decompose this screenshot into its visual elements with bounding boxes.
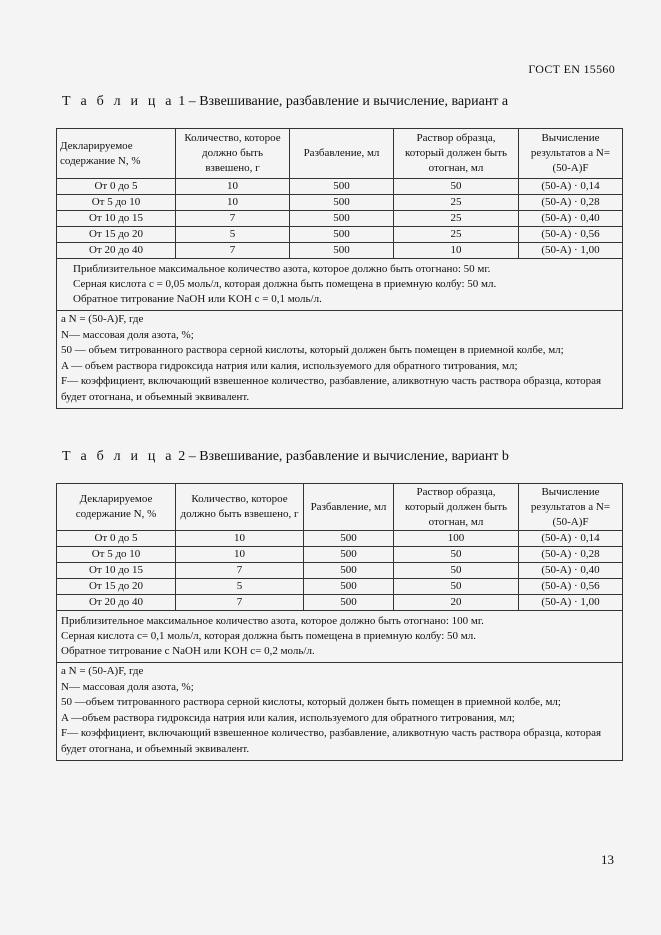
table-cell: 500: [290, 211, 394, 227]
table-row: [57, 563, 623, 579]
table-row: [57, 547, 623, 563]
footnote-line: N— массовая доля азота, %;: [61, 328, 194, 341]
table-cell: (50-A) · 0,56: [519, 227, 623, 243]
table1-caption-word: Т а б л и ц а: [62, 94, 175, 109]
table-cell: (50-A) · 0,14: [519, 179, 623, 195]
table2-footnote: [57, 663, 623, 761]
table-cell: 7: [176, 595, 304, 611]
table-cell: (50-A) · 0,28: [519, 547, 623, 563]
table-cell: От 5 до 10: [57, 547, 176, 563]
table-cell: (50-A) · 1,00: [519, 243, 623, 259]
table1-note: Приблизительное максимальное количество азота, которое должно быть отогнано: 50 мг.: [73, 263, 491, 275]
table-cell: 10: [176, 531, 304, 547]
document-header: ГОСТ EN 15560: [528, 62, 615, 76]
table-cell: (50-A) · 0,56: [519, 579, 623, 595]
table-row: [57, 179, 623, 195]
table-row: [57, 227, 623, 243]
table2-header-4: Раствор образца, который должен быть отогнан, мл: [394, 484, 519, 531]
table-cell: 500: [304, 579, 394, 595]
table-cell: От 10 до 15: [57, 211, 176, 227]
table-row: [57, 531, 623, 547]
table1-header-row: [57, 129, 623, 179]
table-cell: От 15 до 20: [57, 227, 176, 243]
table-cell: 500: [290, 195, 394, 211]
table1-notes: [57, 259, 623, 311]
table-cell: От 5 до 10: [57, 195, 176, 211]
table-row: [57, 211, 623, 227]
table-cell: 50: [394, 563, 519, 579]
table1-caption: [62, 94, 508, 110]
table1-footnote-row: [57, 311, 623, 409]
table-cell: 20: [394, 595, 519, 611]
table-cell: 500: [304, 595, 394, 611]
table-cell: 500: [304, 563, 394, 579]
table-cell: 25: [394, 211, 519, 227]
table2-header-2: Количество, которое должно быть взвешено, г: [176, 484, 304, 531]
footnote-line: N— массовая доля азота, %;: [61, 680, 194, 693]
table-cell: 50: [394, 179, 519, 195]
table2-caption-word: Т а б л и ц а: [62, 449, 175, 464]
table1-header-4: Раствор образца, который должен быть отогнан, мл: [394, 129, 519, 179]
table-row: [57, 579, 623, 595]
table-cell: 25: [394, 195, 519, 211]
table2-note: Приблизительное максимальное количество азота, которое должно быть отогнано: 100 мг.: [61, 615, 484, 627]
table-cell: От 0 до 5: [57, 179, 176, 195]
table2-note: Обратное титрование с NaOH или KOH c= 0,2 моль/л.: [61, 645, 315, 657]
footnote-line: а N = (50-A)F, где: [61, 665, 144, 677]
table1-notes-row: [57, 259, 623, 311]
table-cell: От 10 до 15: [57, 563, 176, 579]
table-cell: 25: [394, 227, 519, 243]
table2-caption-text: 2 – Взвешивание, разбавление и вычисление, вариант b: [174, 449, 509, 464]
table1-note: Обратное титрование NaOH или KOH c = 0,1 моль/л.: [73, 293, 322, 305]
table1-caption-text: 1 – Взвешивание, разбавление и вычисление, вариант а: [174, 94, 509, 109]
table2-notes-row: [57, 611, 623, 663]
table-cell: 7: [176, 211, 290, 227]
table-cell: (50-A) · 1,00: [519, 595, 623, 611]
page-number: 13: [601, 852, 614, 867]
table-cell: 5: [176, 227, 290, 243]
table2-caption: [62, 449, 509, 465]
table-cell: 500: [304, 531, 394, 547]
table-cell: От 20 до 40: [57, 595, 176, 611]
table-cell: 500: [290, 227, 394, 243]
table-cell: (50-A) · 0,28: [519, 195, 623, 211]
table1-header-3: Разбавление, мл: [290, 129, 394, 179]
table-row: [57, 595, 623, 611]
table2-header-3: Разбавление, мл: [304, 484, 394, 531]
table-cell: 500: [304, 547, 394, 563]
table-row: [57, 195, 623, 211]
table2-footnote-row: [57, 663, 623, 761]
table-cell: 100: [394, 531, 519, 547]
footnote-line: 50 — объем титрованного раствора серной кислоты, который должен быть помещен в приемной колбе, мл;: [61, 344, 564, 356]
table2-note: Серная кислота c= 0,1 моль/л, которая должна быть помещена в приемную колбу: 50 мл.: [61, 630, 477, 642]
table-cell: 10: [176, 179, 290, 195]
footnote-line: A —объем раствора гидроксида натрия или калия, используемого для обратного титрования, мл;: [61, 711, 515, 724]
table-cell: От 15 до 20: [57, 579, 176, 595]
table-cell: 10: [394, 243, 519, 259]
table1: [56, 128, 623, 409]
table-cell: От 0 до 5: [57, 531, 176, 547]
table-cell: От 20 до 40: [57, 243, 176, 259]
table2-header-row: [57, 484, 623, 531]
table2: [56, 483, 623, 761]
table-cell: 10: [176, 547, 304, 563]
table-cell: 7: [176, 563, 304, 579]
footnote-line: F— коэффициент, включающий взвешенное количество, разбавление, аликвотную часть раствора образца, которая будет отогнана, и объемный эквивалент.: [61, 375, 602, 403]
table2-header-1: Декларируемое содержание N, %: [57, 484, 176, 531]
footnote-line: 50 —объем титрованного раствора серной кислоты, который должен быть помещен в приемной колбе, мл;: [61, 696, 561, 708]
table-cell: (50-A) · 0,14: [519, 531, 623, 547]
table1-header-1: Декларируемое содержание N, %: [57, 129, 176, 179]
table-cell: 50: [394, 579, 519, 595]
table2-notes: [57, 611, 623, 663]
table-row: [57, 243, 623, 259]
table-cell: 7: [176, 243, 290, 259]
footnote-line: A — объем раствора гидроксида натрия или калия, используемого для обратного титрования, мл;: [61, 359, 518, 372]
table-cell: 50: [394, 547, 519, 563]
table1-header-2: Количество, которое должно быть взвешено, г: [176, 129, 290, 179]
table-cell: 500: [290, 243, 394, 259]
footnote-line: F— коэффициент, включающий взвешенное количество, разбавление, аликвотную часть раствора образца, которая будет отогнана, и объемный эквивалент.: [61, 727, 602, 755]
table-cell: 10: [176, 195, 290, 211]
table2-header-5: Вычисление результатов а N=(50-A)F: [519, 484, 623, 531]
table1-note: Серная кислота c = 0,05 моль/л, которая должна быть помещена в приемную колбу: 50 мл.: [73, 278, 497, 290]
footnote-line: а N = (50-A)F, где: [61, 313, 144, 325]
table-cell: 500: [290, 179, 394, 195]
table-cell: (50-A) · 0,40: [519, 563, 623, 579]
table1-header-5: Вычисление результатов а N=(50-A)F: [519, 129, 623, 179]
table-cell: (50-A) · 0,40: [519, 211, 623, 227]
table1-footnote: [57, 311, 623, 409]
table-cell: 5: [176, 579, 304, 595]
